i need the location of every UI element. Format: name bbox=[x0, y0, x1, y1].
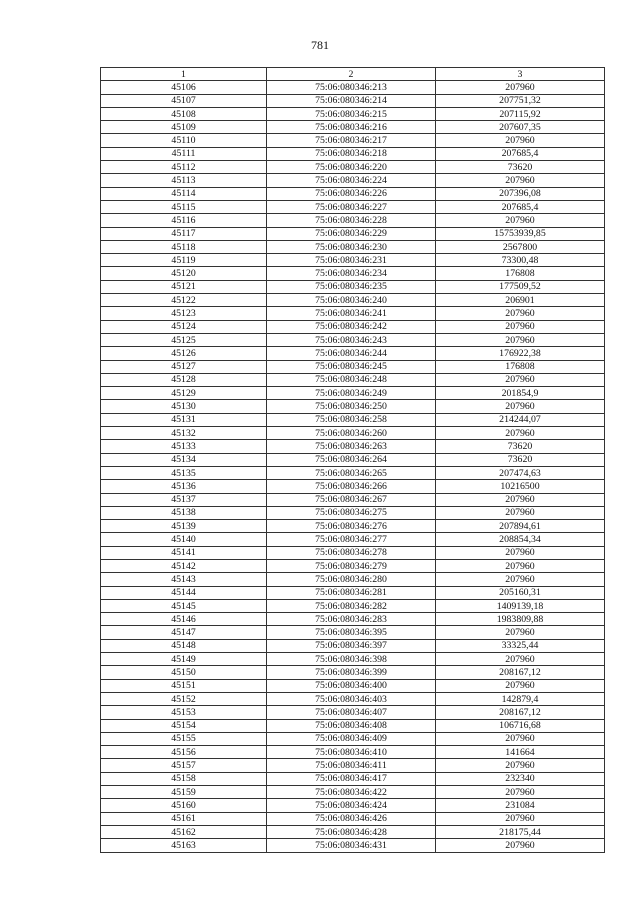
cell-cadastral-number: 75:06:080346:244 bbox=[267, 347, 436, 360]
cell-number: 45113 bbox=[101, 174, 267, 187]
cell-value: 207685,4 bbox=[436, 147, 605, 160]
cell-number: 45112 bbox=[101, 161, 267, 174]
cell-number: 45126 bbox=[101, 347, 267, 360]
cell-cadastral-number: 75:06:080346:399 bbox=[267, 666, 436, 679]
table-row bbox=[101, 493, 605, 506]
table-row bbox=[101, 533, 605, 546]
table-row bbox=[101, 706, 605, 719]
cell-number: 45152 bbox=[101, 692, 267, 705]
cell-number: 45140 bbox=[101, 533, 267, 546]
cell-number: 45137 bbox=[101, 493, 267, 506]
cell-number: 45114 bbox=[101, 187, 267, 200]
table-row bbox=[101, 81, 605, 94]
table-row bbox=[101, 307, 605, 320]
table-row bbox=[101, 653, 605, 666]
cell-value: 10216500 bbox=[436, 480, 605, 493]
cell-value: 73620 bbox=[436, 453, 605, 466]
table-row bbox=[101, 559, 605, 572]
cell-cadastral-number: 75:06:080346:267 bbox=[267, 493, 436, 506]
data-table bbox=[100, 67, 605, 853]
table-row bbox=[101, 546, 605, 559]
table-row bbox=[101, 825, 605, 838]
cell-value: 207960 bbox=[436, 134, 605, 147]
cell-cadastral-number: 75:06:080346:265 bbox=[267, 466, 436, 479]
cell-value: 207960 bbox=[436, 732, 605, 745]
table-row bbox=[101, 466, 605, 479]
cell-cadastral-number: 75:06:080346:403 bbox=[267, 692, 436, 705]
cell-number: 45122 bbox=[101, 294, 267, 307]
cell-number: 45145 bbox=[101, 599, 267, 612]
cell-number: 45153 bbox=[101, 706, 267, 719]
cell-number: 45144 bbox=[101, 586, 267, 599]
cell-number: 45124 bbox=[101, 320, 267, 333]
cell-number: 45108 bbox=[101, 107, 267, 120]
table-row bbox=[101, 333, 605, 346]
cell-number: 45128 bbox=[101, 373, 267, 386]
cell-value: 207685,4 bbox=[436, 200, 605, 213]
cell-value: 176808 bbox=[436, 267, 605, 280]
cell-value: 207960 bbox=[436, 626, 605, 639]
table-row bbox=[101, 506, 605, 519]
cell-number: 45116 bbox=[101, 214, 267, 227]
cell-value: 177509,52 bbox=[436, 280, 605, 293]
cell-cadastral-number: 75:06:080346:398 bbox=[267, 653, 436, 666]
table-row bbox=[101, 692, 605, 705]
cell-value: 207960 bbox=[436, 373, 605, 386]
table-row bbox=[101, 254, 605, 267]
cell-value: 207960 bbox=[436, 812, 605, 825]
table-row bbox=[101, 746, 605, 759]
cell-number: 45146 bbox=[101, 613, 267, 626]
cell-number: 45149 bbox=[101, 653, 267, 666]
cell-cadastral-number: 75:06:080346:245 bbox=[267, 360, 436, 373]
table-row bbox=[101, 520, 605, 533]
cell-value: 208167,12 bbox=[436, 706, 605, 719]
cell-value: 205160,31 bbox=[436, 586, 605, 599]
cell-value: 15753939,85 bbox=[436, 227, 605, 240]
cell-value: 207960 bbox=[436, 214, 605, 227]
cell-cadastral-number: 75:06:080346:397 bbox=[267, 639, 436, 652]
table-row bbox=[101, 626, 605, 639]
page-number: 781 bbox=[311, 38, 329, 52]
cell-cadastral-number: 75:06:080346:226 bbox=[267, 187, 436, 200]
table-row bbox=[101, 347, 605, 360]
cell-number: 45155 bbox=[101, 732, 267, 745]
table-row bbox=[101, 639, 605, 652]
cell-cadastral-number: 75:06:080346:227 bbox=[267, 200, 436, 213]
table-row bbox=[101, 320, 605, 333]
table-row bbox=[101, 187, 605, 200]
table-body bbox=[101, 81, 605, 852]
table-row bbox=[101, 679, 605, 692]
table-row bbox=[101, 227, 605, 240]
cell-number: 45156 bbox=[101, 746, 267, 759]
table-row bbox=[101, 267, 605, 280]
cell-cadastral-number: 75:06:080346:407 bbox=[267, 706, 436, 719]
table-row bbox=[101, 599, 605, 612]
table-row bbox=[101, 121, 605, 134]
cell-value: 207960 bbox=[436, 506, 605, 519]
cell-value: 207960 bbox=[436, 307, 605, 320]
cell-value: 73300,48 bbox=[436, 254, 605, 267]
table-row bbox=[101, 666, 605, 679]
table-row bbox=[101, 786, 605, 799]
cell-value: 207474,63 bbox=[436, 466, 605, 479]
table-row bbox=[101, 400, 605, 413]
cell-value: 73620 bbox=[436, 440, 605, 453]
cell-number: 45107 bbox=[101, 94, 267, 107]
cell-cadastral-number: 75:06:080346:220 bbox=[267, 161, 436, 174]
cell-value: 106716,68 bbox=[436, 719, 605, 732]
cell-cadastral-number: 75:06:080346:214 bbox=[267, 94, 436, 107]
cell-value: 207115,92 bbox=[436, 107, 605, 120]
table-row bbox=[101, 480, 605, 493]
cell-value: 207960 bbox=[436, 759, 605, 772]
cell-cadastral-number: 75:06:080346:277 bbox=[267, 533, 436, 546]
cell-cadastral-number: 75:06:080346:224 bbox=[267, 174, 436, 187]
cell-value: 208167,12 bbox=[436, 666, 605, 679]
cell-number: 45130 bbox=[101, 400, 267, 413]
cell-cadastral-number: 75:06:080346:417 bbox=[267, 772, 436, 785]
cell-number: 45127 bbox=[101, 360, 267, 373]
cell-value: 176808 bbox=[436, 360, 605, 373]
cell-cadastral-number: 75:06:080346:260 bbox=[267, 427, 436, 440]
cell-cadastral-number: 75:06:080346:428 bbox=[267, 825, 436, 838]
cell-number: 45129 bbox=[101, 387, 267, 400]
cell-cadastral-number: 75:06:080346:242 bbox=[267, 320, 436, 333]
cell-cadastral-number: 75:06:080346:213 bbox=[267, 81, 436, 94]
cell-value: 214244,07 bbox=[436, 413, 605, 426]
cell-number: 45119 bbox=[101, 254, 267, 267]
cell-value: 207396,08 bbox=[436, 187, 605, 200]
cell-cadastral-number: 75:06:080346:276 bbox=[267, 520, 436, 533]
cell-cadastral-number: 75:06:080346:235 bbox=[267, 280, 436, 293]
cell-cadastral-number: 75:06:080346:400 bbox=[267, 679, 436, 692]
cell-number: 45147 bbox=[101, 626, 267, 639]
cell-cadastral-number: 75:06:080346:216 bbox=[267, 121, 436, 134]
cell-cadastral-number: 75:06:080346:422 bbox=[267, 786, 436, 799]
table-row bbox=[101, 732, 605, 745]
column-header-3: 3 bbox=[436, 68, 605, 81]
cell-value: 207960 bbox=[436, 333, 605, 346]
cell-number: 45135 bbox=[101, 466, 267, 479]
table-row bbox=[101, 413, 605, 426]
column-header-2: 2 bbox=[267, 68, 436, 81]
cell-cadastral-number: 75:06:080346:218 bbox=[267, 147, 436, 160]
cell-number: 45158 bbox=[101, 772, 267, 785]
cell-number: 45131 bbox=[101, 413, 267, 426]
table-row bbox=[101, 772, 605, 785]
cell-number: 45110 bbox=[101, 134, 267, 147]
cell-cadastral-number: 75:06:080346:426 bbox=[267, 812, 436, 825]
table-row bbox=[101, 134, 605, 147]
cell-cadastral-number: 75:06:080346:249 bbox=[267, 387, 436, 400]
cell-number: 45160 bbox=[101, 799, 267, 812]
cell-number: 45143 bbox=[101, 573, 267, 586]
cell-value: 207751,32 bbox=[436, 94, 605, 107]
table-row bbox=[101, 759, 605, 772]
cell-cadastral-number: 75:06:080346:411 bbox=[267, 759, 436, 772]
cell-number: 45132 bbox=[101, 427, 267, 440]
cell-value: 207960 bbox=[436, 559, 605, 572]
cell-cadastral-number: 75:06:080346:409 bbox=[267, 732, 436, 745]
table-row bbox=[101, 453, 605, 466]
table-row bbox=[101, 214, 605, 227]
cell-cadastral-number: 75:06:080346:229 bbox=[267, 227, 436, 240]
cell-value: 141664 bbox=[436, 746, 605, 759]
cell-cadastral-number: 75:06:080346:243 bbox=[267, 333, 436, 346]
cell-number: 45133 bbox=[101, 440, 267, 453]
cell-cadastral-number: 75:06:080346:240 bbox=[267, 294, 436, 307]
cell-cadastral-number: 75:06:080346:215 bbox=[267, 107, 436, 120]
table-row bbox=[101, 573, 605, 586]
cell-number: 45121 bbox=[101, 280, 267, 293]
cell-cadastral-number: 75:06:080346:431 bbox=[267, 839, 436, 852]
table-row bbox=[101, 387, 605, 400]
cell-value: 1983809,88 bbox=[436, 613, 605, 626]
table-row bbox=[101, 294, 605, 307]
cell-value: 206901 bbox=[436, 294, 605, 307]
cell-value: 207960 bbox=[436, 786, 605, 799]
cell-number: 45162 bbox=[101, 825, 267, 838]
cell-value: 73620 bbox=[436, 161, 605, 174]
cell-value: 207960 bbox=[436, 400, 605, 413]
cell-cadastral-number: 75:06:080346:234 bbox=[267, 267, 436, 280]
cell-value: 176922,38 bbox=[436, 347, 605, 360]
cell-cadastral-number: 75:06:080346:250 bbox=[267, 400, 436, 413]
table-row bbox=[101, 200, 605, 213]
cell-value: 231084 bbox=[436, 799, 605, 812]
cell-value: 207960 bbox=[436, 679, 605, 692]
cell-value: 142879,4 bbox=[436, 692, 605, 705]
cell-number: 45150 bbox=[101, 666, 267, 679]
table-row bbox=[101, 147, 605, 160]
cell-value: 207960 bbox=[436, 174, 605, 187]
table-row bbox=[101, 280, 605, 293]
cell-value: 207960 bbox=[436, 546, 605, 559]
cell-value: 201854,9 bbox=[436, 387, 605, 400]
table-row bbox=[101, 839, 605, 852]
cell-number: 45123 bbox=[101, 307, 267, 320]
cell-number: 45134 bbox=[101, 453, 267, 466]
table-row bbox=[101, 107, 605, 120]
cell-number: 45154 bbox=[101, 719, 267, 732]
table-row bbox=[101, 161, 605, 174]
cell-value: 207960 bbox=[436, 81, 605, 94]
cell-value: 207607,35 bbox=[436, 121, 605, 134]
cell-cadastral-number: 75:06:080346:410 bbox=[267, 746, 436, 759]
cell-cadastral-number: 75:06:080346:282 bbox=[267, 599, 436, 612]
cell-cadastral-number: 75:06:080346:281 bbox=[267, 586, 436, 599]
cell-number: 45120 bbox=[101, 267, 267, 280]
table-row bbox=[101, 360, 605, 373]
cell-number: 45136 bbox=[101, 480, 267, 493]
cell-number: 45106 bbox=[101, 81, 267, 94]
cell-value: 208854,34 bbox=[436, 533, 605, 546]
cell-number: 45115 bbox=[101, 200, 267, 213]
cell-number: 45159 bbox=[101, 786, 267, 799]
cell-number: 45141 bbox=[101, 546, 267, 559]
table-header-row bbox=[101, 68, 605, 81]
cell-value: 207960 bbox=[436, 573, 605, 586]
cell-cadastral-number: 75:06:080346:241 bbox=[267, 307, 436, 320]
cell-number: 45161 bbox=[101, 812, 267, 825]
table-row bbox=[101, 812, 605, 825]
table-row bbox=[101, 719, 605, 732]
table-row bbox=[101, 799, 605, 812]
table-row bbox=[101, 586, 605, 599]
cell-number: 45139 bbox=[101, 520, 267, 533]
cell-cadastral-number: 75:06:080346:231 bbox=[267, 254, 436, 267]
cell-value: 1409139,18 bbox=[436, 599, 605, 612]
cell-number: 45125 bbox=[101, 333, 267, 346]
cell-cadastral-number: 75:06:080346:258 bbox=[267, 413, 436, 426]
cell-value: 207960 bbox=[436, 427, 605, 440]
cell-cadastral-number: 75:06:080346:408 bbox=[267, 719, 436, 732]
cell-cadastral-number: 75:06:080346:263 bbox=[267, 440, 436, 453]
cell-cadastral-number: 75:06:080346:278 bbox=[267, 546, 436, 559]
cell-cadastral-number: 75:06:080346:266 bbox=[267, 480, 436, 493]
cell-value: 207960 bbox=[436, 653, 605, 666]
table-row bbox=[101, 613, 605, 626]
cell-value: 218175,44 bbox=[436, 825, 605, 838]
cell-cadastral-number: 75:06:080346:279 bbox=[267, 559, 436, 572]
cell-value: 207960 bbox=[436, 839, 605, 852]
cell-number: 45117 bbox=[101, 227, 267, 240]
cell-number: 45157 bbox=[101, 759, 267, 772]
cell-cadastral-number: 75:06:080346:230 bbox=[267, 240, 436, 253]
column-header-1: 1 bbox=[101, 68, 267, 81]
cell-cadastral-number: 75:06:080346:395 bbox=[267, 626, 436, 639]
table-row bbox=[101, 373, 605, 386]
cell-number: 45138 bbox=[101, 506, 267, 519]
cell-value: 207960 bbox=[436, 493, 605, 506]
table-row bbox=[101, 240, 605, 253]
cell-cadastral-number: 75:06:080346:280 bbox=[267, 573, 436, 586]
cell-cadastral-number: 75:06:080346:217 bbox=[267, 134, 436, 147]
cell-number: 45142 bbox=[101, 559, 267, 572]
cell-number: 45148 bbox=[101, 639, 267, 652]
cell-value: 2567800 bbox=[436, 240, 605, 253]
cell-cadastral-number: 75:06:080346:424 bbox=[267, 799, 436, 812]
cell-value: 232340 bbox=[436, 772, 605, 785]
cell-cadastral-number: 75:06:080346:248 bbox=[267, 373, 436, 386]
cell-number: 45151 bbox=[101, 679, 267, 692]
table-row bbox=[101, 440, 605, 453]
cell-number: 45109 bbox=[101, 121, 267, 134]
cell-cadastral-number: 75:06:080346:264 bbox=[267, 453, 436, 466]
cell-cadastral-number: 75:06:080346:283 bbox=[267, 613, 436, 626]
cell-number: 45163 bbox=[101, 839, 267, 852]
table-row bbox=[101, 94, 605, 107]
cell-value: 33325,44 bbox=[436, 639, 605, 652]
cell-number: 45118 bbox=[101, 240, 267, 253]
table-row bbox=[101, 427, 605, 440]
cell-number: 45111 bbox=[101, 147, 267, 160]
table-row bbox=[101, 174, 605, 187]
cell-value: 207894,61 bbox=[436, 520, 605, 533]
cell-cadastral-number: 75:06:080346:228 bbox=[267, 214, 436, 227]
cell-cadastral-number: 75:06:080346:275 bbox=[267, 506, 436, 519]
cell-value: 207960 bbox=[436, 320, 605, 333]
